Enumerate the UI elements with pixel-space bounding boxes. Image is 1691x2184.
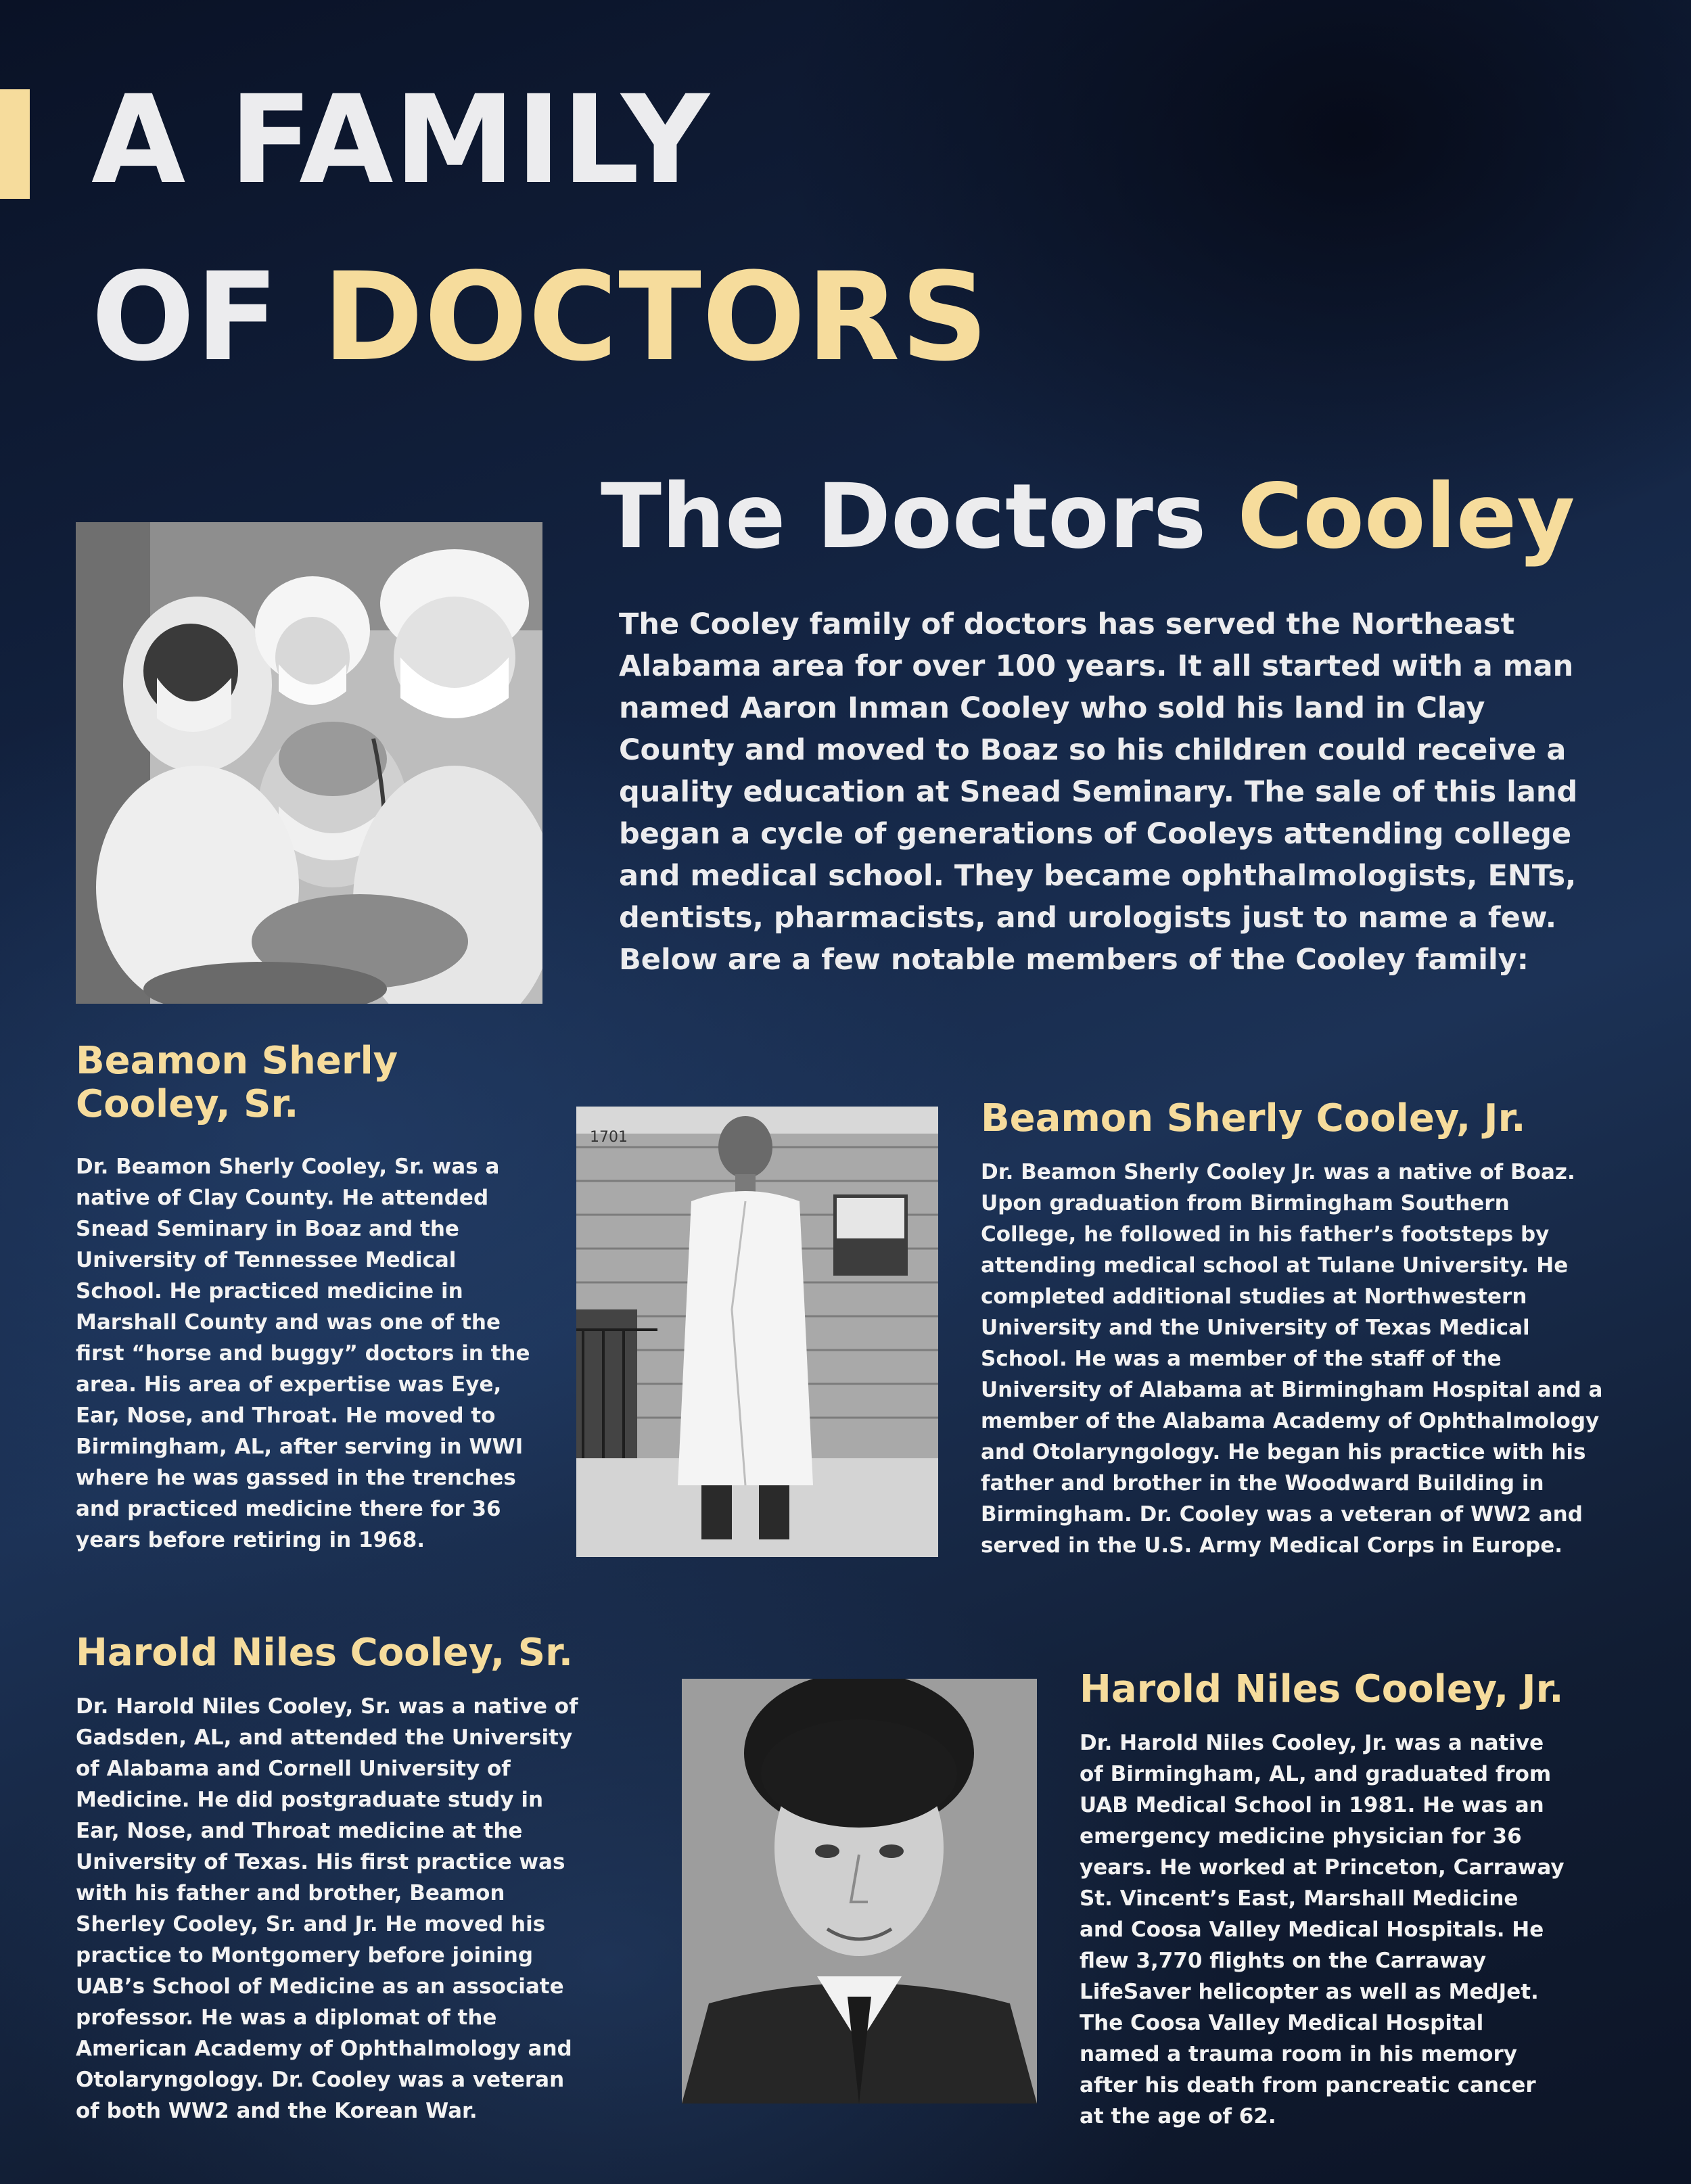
subtitle-the-doctors: The Doctors [601,465,1238,569]
doctor-name-beamon-sr: Beamon Sherly Cooley, Sr. [76,1039,398,1126]
title-of: OF [91,247,323,388]
doctor-bio-harold-jr: Dr. Harold Niles Cooley, Jr. was a native of Birmingham, AL, and graduated from UAB Medical School in 1981. He was an emergency medicine physician for 36 years. He worked at Princeton, Carraway St. Vincent’s East, Marshall Medicine and Coosa Valley Medical Hospitals. He flew 3,770 flights on the Carraway LifeSaver helicopter as well as MedJet. The Coosa Valley Medical Hospital named a trauma room in his memory after his death from pancreatic cancer at the age of 62. [1080,1731,1565,2129]
section-subtitle [601,465,1575,569]
page-title-line-1 [91,70,710,211]
page-title-line-2 [91,247,990,388]
doctor-name-harold-sr: Harold Niles Cooley, Sr. [76,1631,573,1675]
doctor-name-harold-jr: Harold Niles Cooley, Jr. [1080,1667,1564,1711]
subtitle-cooley: Cooley [1237,465,1575,569]
intro-paragraph: The Cooley family of doctors has served the Northeast Alabama area for over 100 years. It all started with a man named Aaron Inman Cooley who sold his land in Clay County and moved to Boaz so his children could receive a quality education at Snead Seminary. The sale of this land began a cycle of generations of Cooleys attending college and medical school. They became ophthalmologists, ENTs, dentists, pharmacists, and urologists just to name a few. Below are a few notable members of the Cooley family: [619,607,1578,977]
harold-jr-portrait [682,1679,1037,2104]
surgery-team-photo [76,522,542,1004]
doctor-bio-beamon-jr: Dr. Beamon Sherly Cooley Jr. was a native of Boaz. Upon graduation from Birmingham Southern College, he followed in his father’s footsteps by attending medical school at Tulane University. He completed additional studies at Northwestern University and the University of Texas Medical School. He was a member of the staff of the University of Alabama at Birmingham Hospital and a member of the Alabama Academy of Ophthalmology and Otolaryngology. He began his practice with his father and brother in the Woodward Building in Birmingham. Dr. Cooley was a veteran of WW2 and served in the U.S. Army Medical Corps in Europe. [981,1160,1603,1558]
house-number: 1701 [590,1129,628,1146]
beamon-jr-photo [576,1107,938,1557]
title-doctors: DOCTORS [322,247,990,388]
doctor-bio-beamon-sr: Dr. Beamon Sherly Cooley, Sr. was a native of Clay County. He attended Snead Seminary in Boaz and the University of Tennessee Medical School. He practiced medicine in Marshall County and was one of the first “horse and buggy” doctors in the area. His area of expertise was Eye, Ear, Nose, and Throat. He moved to Birmingham, AL, after serving in WWI where he was gassed in the trenches and practiced medicine there for 36 years before retiring in 1968. [76,1155,530,1552]
title-a-family: A FAMILY [91,70,710,211]
doctor-name-beamon-jr: Beamon Sherly Cooley, Jr. [981,1096,1526,1140]
doctor-bio-harold-sr: Dr. Harold Niles Cooley, Sr. was a native of Gadsden, AL, and attended the University of Alabama and Cornell University of Medicine. He did postgraduate study in Ear, Nose, and Throat medicine at the University of Texas. His first practice was with his father and brother, Beamon Sherley Cooley, Sr. and Jr. He moved his practice to Montgomery before joining UAB’s School of Medicine as an associate professor. He was a diplomat of the American Academy of Ophthalmology and Otolaryngology. Dr. Cooley was a veteran of both WW2 and the Korean War. [76,1694,578,2123]
accent-bar [0,89,30,199]
